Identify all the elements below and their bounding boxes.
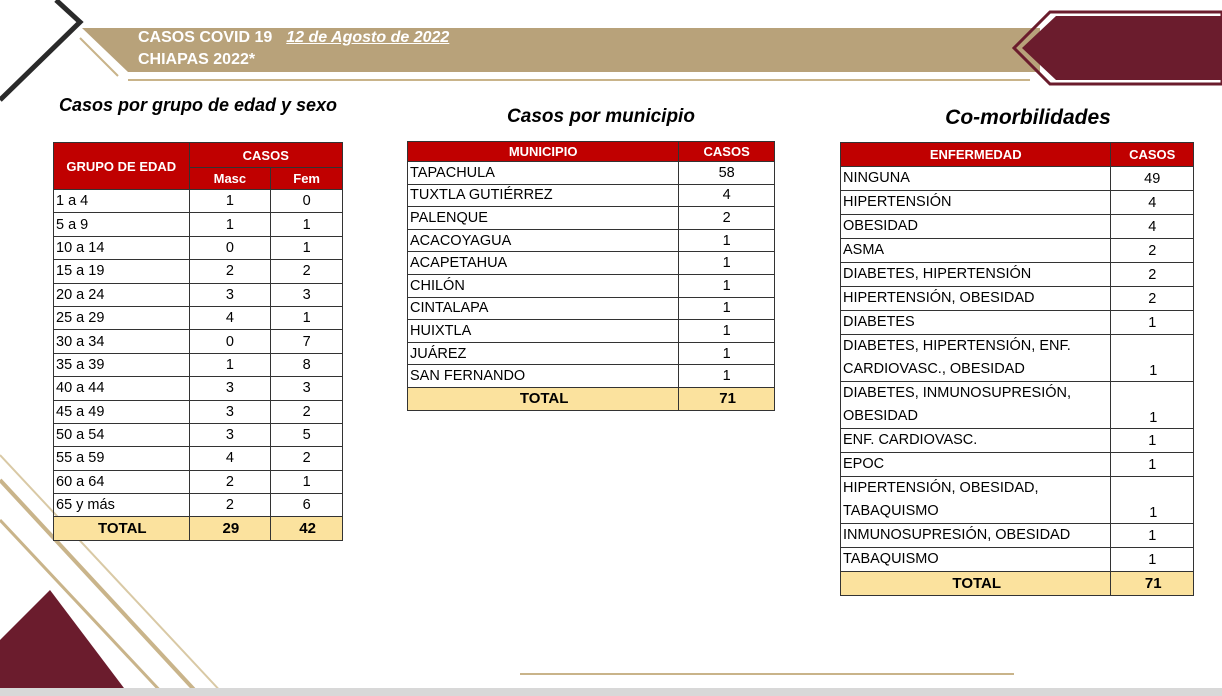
- total-value: 71: [1111, 572, 1194, 596]
- masc-cell: 2: [189, 494, 271, 517]
- masc-cell: 1: [189, 213, 271, 236]
- table-row: [841, 429, 1194, 453]
- age-group-cell: 50 a 54: [54, 423, 190, 446]
- table-row: [54, 306, 343, 329]
- municipio-cases-cell: 1: [679, 252, 775, 275]
- age-group-table: [53, 142, 343, 541]
- disease-line: HIPERTENSIÓN, OBESIDAD: [843, 290, 1035, 306]
- masc-cell: 2: [189, 260, 271, 283]
- disease-line: DIABETES, HIPERTENSIÓN, ENF.: [843, 338, 1071, 354]
- disease-line: ASMA: [843, 242, 885, 258]
- table-row: [408, 252, 775, 275]
- disease-line: EPOC: [843, 456, 885, 472]
- table-row: [841, 263, 1194, 287]
- disease-cases-cell: 1: [1111, 311, 1194, 335]
- table-row: [408, 297, 775, 320]
- disease-cases-cell: 1: [1111, 548, 1194, 572]
- disease-cell: [841, 524, 1111, 548]
- municipio-name-cell: SAN FERNANDO: [408, 365, 679, 388]
- masc-cell: 3: [189, 400, 271, 423]
- age-group-cell: 35 a 39: [54, 353, 190, 376]
- total-label: TOTAL: [408, 387, 679, 410]
- fem-cell: 3: [271, 377, 343, 400]
- disease-line: DIABETES, INMUNOSUPRESIÓN,: [843, 385, 1072, 401]
- total-masc: 29: [189, 517, 271, 541]
- disease-line: OBESIDAD: [843, 218, 918, 234]
- disease-line: NINGUNA: [843, 170, 910, 186]
- table-row: [841, 191, 1194, 215]
- table-row: [54, 330, 343, 353]
- bottom-strip: [0, 688, 1222, 696]
- disease-cell: [841, 382, 1111, 429]
- disease-line: HIPERTENSIÓN, OBESIDAD,: [843, 480, 1039, 496]
- municipio-cases-cell: 58: [679, 162, 775, 185]
- fem-cell: 1: [271, 470, 343, 493]
- municipio-name-cell: CHILÓN: [408, 274, 679, 297]
- disease-cases-cell: 1: [1111, 335, 1194, 382]
- disease-cases-cell: 1: [1111, 477, 1194, 524]
- disease-cell: [841, 335, 1111, 382]
- masc-cell: 1: [189, 353, 271, 376]
- comorbidity-table: [840, 142, 1194, 596]
- table-row: [408, 162, 775, 185]
- table-row: [841, 453, 1194, 477]
- municipio-cases-cell: 1: [679, 297, 775, 320]
- disease-line: ENF. CARDIOVASC.: [843, 432, 978, 448]
- municipio-table-title: Casos por municipio: [507, 106, 695, 127]
- age-group-cell: 1 a 4: [54, 190, 190, 213]
- disease-cell: [841, 287, 1111, 311]
- total-fem: 42: [271, 517, 343, 541]
- maroon-badge: [1022, 16, 1222, 80]
- table-row: [841, 311, 1194, 335]
- municipio-name-cell: ACACOYAGUA: [408, 229, 679, 252]
- fem-cell: 6: [271, 494, 343, 517]
- age-table-title: Casos por grupo de edad y sexo: [58, 95, 338, 115]
- table-row: [408, 229, 775, 252]
- col-header-municipio: MUNICIPIO: [408, 142, 679, 162]
- table-row: [408, 365, 775, 388]
- masc-cell: 3: [189, 423, 271, 446]
- fem-cell: 7: [271, 330, 343, 353]
- fem-cell: 1: [271, 213, 343, 236]
- total-label: TOTAL: [841, 572, 1111, 596]
- table-row: [54, 260, 343, 283]
- table-row: [408, 184, 775, 207]
- table-row: [841, 287, 1194, 311]
- disease-line: DIABETES: [843, 314, 915, 330]
- masc-cell: 4: [189, 447, 271, 470]
- fem-cell: 2: [271, 400, 343, 423]
- comorb-table-title: Co-morbilidades: [945, 106, 1111, 129]
- masc-cell: 3: [189, 377, 271, 400]
- age-group-cell: 25 a 29: [54, 306, 190, 329]
- disease-cases-cell: 1: [1111, 429, 1194, 453]
- disease-cases-cell: 1: [1111, 453, 1194, 477]
- disease-cases-cell: 2: [1111, 263, 1194, 287]
- age-group-cell: 20 a 24: [54, 283, 190, 306]
- col-header-age-group: GRUPO DE EDAD: [54, 143, 190, 190]
- disease-line: TABAQUISMO: [843, 551, 939, 567]
- municipio-name-cell: ACAPETAHUA: [408, 252, 679, 275]
- municipio-cases-cell: 2: [679, 207, 775, 230]
- maroon-corner-triangle: [0, 590, 130, 696]
- disease-cell: [841, 453, 1111, 477]
- fem-cell: 2: [271, 260, 343, 283]
- table-row: [54, 283, 343, 306]
- col-header-cases: CASOS: [189, 143, 342, 168]
- disease-line: INMUNOSUPRESIÓN, OBESIDAD: [843, 527, 1071, 543]
- table-row: [54, 423, 343, 446]
- disease-cases-cell: 1: [1111, 524, 1194, 548]
- age-group-cell: 15 a 19: [54, 260, 190, 283]
- disease-cases-cell: 1: [1111, 382, 1194, 429]
- disease-line: OBESIDAD: [843, 408, 918, 424]
- col-header-fem: Fem: [271, 168, 343, 190]
- disease-cell: [841, 477, 1111, 524]
- municipio-name-cell: TUXTLA GUTIÉRREZ: [408, 184, 679, 207]
- table-row: [841, 382, 1194, 429]
- municipio-cases-cell: 1: [679, 320, 775, 343]
- disease-line: TABAQUISMO: [843, 503, 939, 519]
- fem-cell: 1: [271, 306, 343, 329]
- age-group-cell: 45 a 49: [54, 400, 190, 423]
- table-row: [408, 342, 775, 365]
- table-row: [54, 470, 343, 493]
- table-row: [54, 236, 343, 259]
- age-group-cell: 60 a 64: [54, 470, 190, 493]
- table-row: [54, 400, 343, 423]
- footer-line: [520, 673, 1014, 675]
- top-left-chevron: [0, 0, 80, 100]
- municipio-name-cell: CINTALAPA: [408, 297, 679, 320]
- municipio-name-cell: HUIXTLA: [408, 320, 679, 343]
- municipio-cases-cell: 1: [679, 365, 775, 388]
- disease-cell: [841, 311, 1111, 335]
- disease-cases-cell: 4: [1111, 191, 1194, 215]
- table-row: [841, 335, 1194, 382]
- age-group-cell: 55 a 59: [54, 447, 190, 470]
- table-row: [54, 447, 343, 470]
- age-group-cell: 10 a 14: [54, 236, 190, 259]
- disease-line: HIPERTENSIÓN: [843, 194, 952, 210]
- municipio-table: [407, 141, 775, 411]
- municipio-name-cell: JUÁREZ: [408, 342, 679, 365]
- masc-cell: 2: [189, 470, 271, 493]
- disease-cases-cell: 4: [1111, 215, 1194, 239]
- age-group-cell: 65 y más: [54, 494, 190, 517]
- total-row: [54, 517, 343, 541]
- table-row: [408, 207, 775, 230]
- table-row: [54, 353, 343, 376]
- municipio-name-cell: TAPACHULA: [408, 162, 679, 185]
- masc-cell: 3: [189, 283, 271, 306]
- table-row: [841, 167, 1194, 191]
- header-title-line1: [138, 28, 449, 48]
- table-row: [841, 524, 1194, 548]
- disease-line: CARDIOVASC., OBESIDAD: [843, 361, 1025, 377]
- masc-cell: 0: [189, 330, 271, 353]
- disease-cell: [841, 191, 1111, 215]
- total-row: [408, 387, 775, 410]
- table-row: [408, 320, 775, 343]
- fem-cell: 5: [271, 423, 343, 446]
- disease-cell: [841, 429, 1111, 453]
- age-group-cell: 5 a 9: [54, 213, 190, 236]
- municipio-cases-cell: 4: [679, 184, 775, 207]
- municipio-cases-cell: 1: [679, 274, 775, 297]
- disease-cell: [841, 167, 1111, 191]
- table-row: [54, 213, 343, 236]
- fem-cell: 0: [271, 190, 343, 213]
- table-row: [54, 190, 343, 213]
- header-title-line2: CHIAPAS 2022*: [138, 51, 256, 68]
- masc-cell: 4: [189, 306, 271, 329]
- fem-cell: 3: [271, 283, 343, 306]
- total-value: 71: [679, 387, 775, 410]
- col-header-casos: CASOS: [1111, 143, 1194, 167]
- table-row: [408, 274, 775, 297]
- fem-cell: 8: [271, 353, 343, 376]
- total-label: TOTAL: [54, 517, 190, 541]
- col-header-enfermedad: ENFERMEDAD: [841, 143, 1111, 167]
- masc-cell: 1: [189, 190, 271, 213]
- municipio-name-cell: PALENQUE: [408, 207, 679, 230]
- header-title: CASOS COVID 19: [138, 29, 273, 46]
- table-row: [841, 239, 1194, 263]
- table-row: [54, 377, 343, 400]
- disease-cell: [841, 263, 1111, 287]
- age-group-cell: 30 a 34: [54, 330, 190, 353]
- disease-line: DIABETES, HIPERTENSIÓN: [843, 266, 1032, 282]
- age-group-cell: 40 a 44: [54, 377, 190, 400]
- table-row: [841, 215, 1194, 239]
- disease-cell: [841, 548, 1111, 572]
- table-row: [841, 477, 1194, 524]
- disease-cases-cell: 2: [1111, 287, 1194, 311]
- municipio-cases-cell: 1: [679, 229, 775, 252]
- table-row: [841, 548, 1194, 572]
- disease-cell: [841, 239, 1111, 263]
- col-header-casos: CASOS: [679, 142, 775, 162]
- disease-cases-cell: 2: [1111, 239, 1194, 263]
- fem-cell: 1: [271, 236, 343, 259]
- disease-cases-cell: 49: [1111, 167, 1194, 191]
- municipio-cases-cell: 1: [679, 342, 775, 365]
- table-row: [54, 494, 343, 517]
- fem-cell: 2: [271, 447, 343, 470]
- total-row: [841, 572, 1194, 596]
- masc-cell: 0: [189, 236, 271, 259]
- col-header-masc: Masc: [189, 168, 271, 190]
- disease-cell: [841, 215, 1111, 239]
- header-date: 12 de Agosto de 2022: [286, 29, 450, 46]
